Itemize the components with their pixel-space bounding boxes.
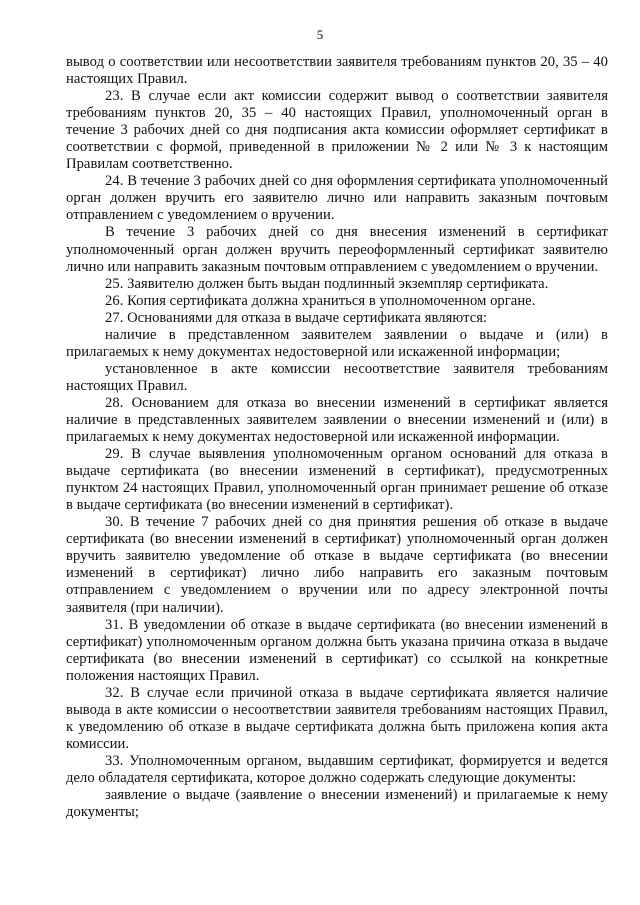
paragraph-23: 23. В случае если акт комиссии содержит вывод о соответствии заявителя требованиям пунктов 20, 35 – 40 настоящих Правил, уполномоченный орган в течение 3 рабочих дней со дня подписания акта комиссии оформляет сертификат в соответствии с формой, приведенной в приложении № 2 или № 3 к настоящим Правилам соответственно. [66,88,608,173]
paragraph-27-item-2: установленное в акте комиссии несоответствие заявителя требованиям настоящих Правил. [66,360,608,394]
paragraph-24: 24. В течение 3 рабочих дней со дня оформления сертификата уполномоченный орган должен вручить его заявителю лично или направить заказным почтовым отправлением с уведомлением о вручении. [66,173,608,224]
paragraph-27-item-1: наличие в представленном заявителем заявлении о выдаче и (или) в прилагаемых к нему документах недостоверной или искаженной информации; [66,326,608,360]
paragraph-33: 33. Уполномоченным органом, выдавшим сертификат, формируется и ведется дело обладателя сертификата, которое должно содержать следующие документы: [66,752,608,786]
paragraph-33-item-1: заявление о выдаче (заявление о внесении изменений) и прилагаемые к нему документы; [66,787,608,821]
page-number: 5 [316,27,324,42]
document-body [66,54,608,821]
paragraph-25: 25. Заявителю должен быть выдан подлинный экземпляр сертификата. [105,275,549,292]
paragraph-28: 28. Основанием для отказа во внесении изменений в сертификат является наличие в представленных заявителем заявлении о внесении изменений и (или) в прилагаемых к нему документах недостоверной или искаженной информации. [66,394,608,446]
paragraph-24-changes: В течение 3 рабочих дней со дня внесения изменений в сертификат уполномоченный орган должен вручить переоформленный сертификат заявителю лично или направить заказным почтовым отправлением с уведомлением о вручении. [66,224,608,275]
paragraph-30: 30. В течение 7 рабочих дней со дня принятия решения об отказе в выдаче сертификата (во внесении изменений в сертификат) уполномоченный орган должен вручить заявителю уведомление об отказе в выдаче сертификата (во внесении изменений в сертификат) лично либо направить его заказным почтовым отправлением с уведомлением о вручении или по адресу электронной почты заявителя (при наличии). [66,514,608,616]
paragraph-32: 32. В случае если причиной отказа в выдаче сертификата является наличие вывода в акте комиссии о несоответствии заявителя требованиям настоящих Правил, к уведомлению об отказе в выдаче сертификата должна быть приложена копия акта комиссии. [66,684,608,752]
paragraph-26: 26. Копия сертификата должна храниться в уполномоченном органе. [105,292,536,309]
paragraph-continuation: вывод о соответствии или несоответствии заявителя требованиям пунктов 20, 35 – 40 настоящих Правил. [66,54,608,88]
paragraph-29: 29. В случае выявления уполномоченным органом оснований для отказа в выдаче сертификата (во внесении изменений в сертификат), предусмотренных пунктом 24 настоящих Правил, уполномоченный орган принимает решение об отказе в выдаче сертификата (во внесении изменений в сертификат). [66,446,608,514]
paragraph-31: 31. В уведомлении об отказе в выдаче сертификата (во внесении изменений в сертификат) уполномоченным органом должна быть указана причина отказа в выдаче сертификата (во внесении изменений в сертификат) со ссылкой на конкретные положения настоящих Правил. [66,616,608,684]
paragraph-27: 27. Основаниями для отказа в выдаче сертификата являются: [105,309,488,326]
